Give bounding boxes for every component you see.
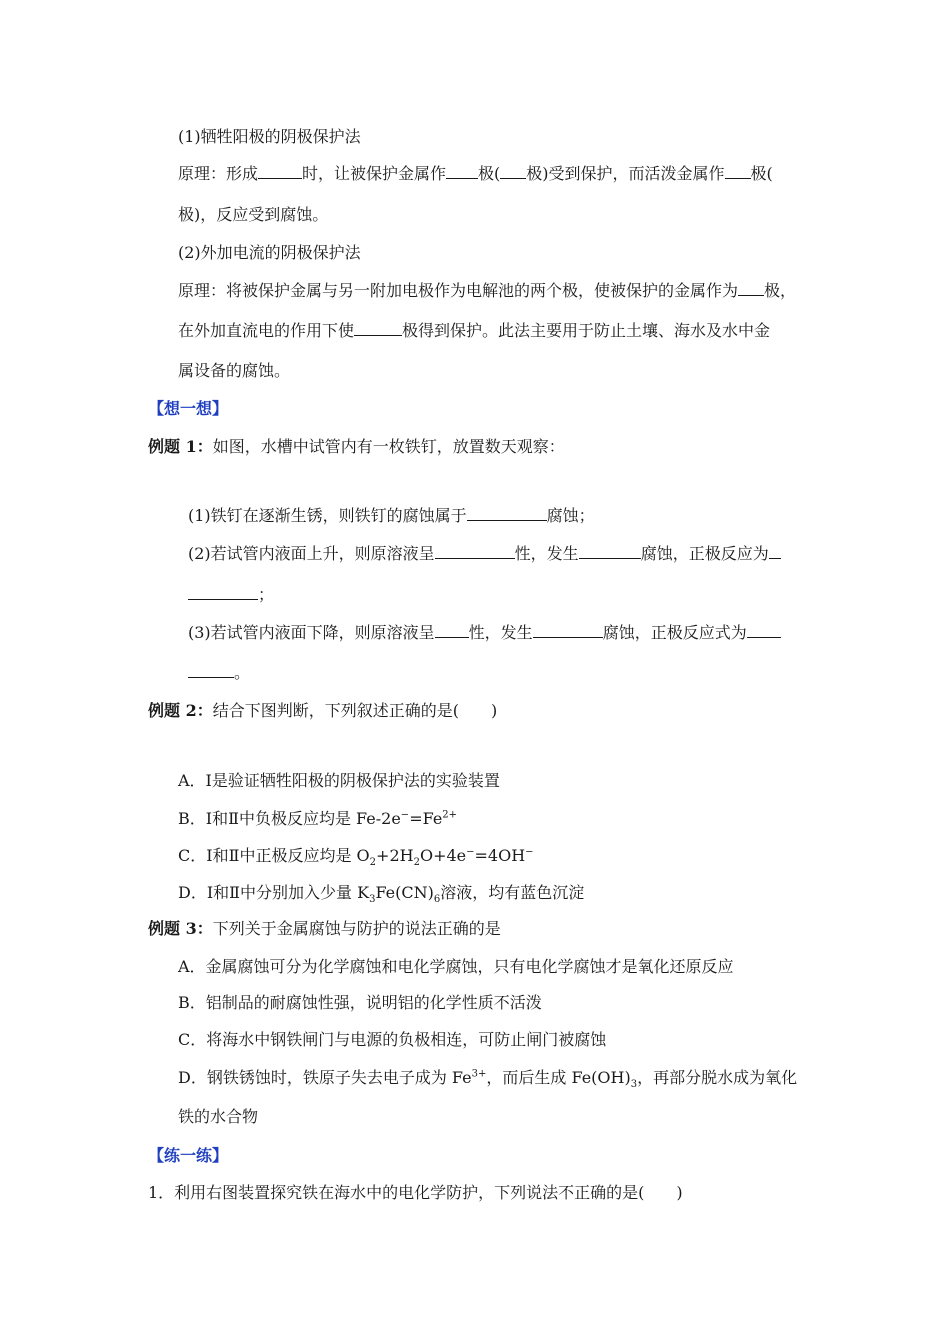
text: (3)若试管内液面下降，则原溶液呈 xyxy=(188,623,435,642)
ex3-option-a: A．金属腐蚀可分为化学腐蚀和电化学腐蚀，只有电化学腐蚀才是氧化还原反应 xyxy=(178,957,734,976)
ex2-option-c xyxy=(178,845,534,867)
blank xyxy=(725,164,751,179)
principle-1-line xyxy=(178,163,773,185)
blank xyxy=(579,544,641,559)
text: ，再部分脱水成为氧化 xyxy=(637,1068,798,1087)
ex1-q2 xyxy=(188,543,781,565)
ex1-q1 xyxy=(188,505,595,527)
text: +2H xyxy=(376,846,414,865)
sub: 2 xyxy=(369,857,377,869)
ex2-option-a: A．Ⅰ是验证牺牲阳极的阴极保护法的实验装置 xyxy=(178,771,500,790)
text: 性，发生 xyxy=(468,623,533,642)
text: 时，让被保护金属作 xyxy=(302,164,447,183)
sub: 6 xyxy=(433,894,441,906)
text: 原理：将被保护金属与另一附加电极作为电解池的两个极，使被保护的金属作为 xyxy=(178,281,739,300)
blank xyxy=(188,663,234,678)
principle-1-cont: 极)，反应受到腐蚀。 xyxy=(178,205,329,224)
ex2-option-d xyxy=(178,882,584,904)
ex3-option-c: C．将海水中钢铁闸门与电源的负极相连，可防止闸门被腐蚀 xyxy=(178,1030,607,1049)
blank xyxy=(747,623,781,638)
practice-tag: 【练一练】 xyxy=(148,1146,229,1165)
principle-2-line xyxy=(178,280,796,302)
text: 原理：形成 xyxy=(178,164,259,183)
example-label: 例题 1： xyxy=(148,437,213,456)
text: 极得到保护。此法主要用于防止土壤、海水及水中金 xyxy=(402,321,771,340)
ex1-q2-cont xyxy=(188,584,274,606)
example-1 xyxy=(148,436,565,458)
text: 腐蚀，正极反应式为 xyxy=(602,623,747,642)
example-text: 下列关于金属腐蚀与防护的说法正确的是 xyxy=(212,919,501,938)
principle-2-line3: 属设备的腐蚀。 xyxy=(178,361,291,380)
blank xyxy=(467,506,547,521)
text: (1)铁钉在逐渐生锈，则铁钉的腐蚀属于 xyxy=(188,506,467,525)
ex2-option-b xyxy=(178,808,457,830)
text: ； xyxy=(258,585,275,604)
blank xyxy=(769,544,781,559)
think-tag: 【想一想】 xyxy=(148,399,229,418)
example-text: 如图，水槽中试管内有一枚铁钉，放置数天观察： xyxy=(212,437,565,456)
ex1-q3-cont xyxy=(188,662,250,684)
text: =4OH xyxy=(474,846,526,865)
blank xyxy=(533,623,603,638)
heading-impressed-current: (2)外加电流的阴极保护法 xyxy=(178,243,361,262)
text: 腐蚀； xyxy=(546,506,595,525)
sub: 3 xyxy=(630,1079,638,1091)
blank xyxy=(188,585,258,600)
text: D．钢铁锈蚀时，铁原子失去电子成为 Fe xyxy=(178,1068,472,1087)
text: (2)若试管内液面上升，则原溶液呈 xyxy=(188,544,435,563)
blank xyxy=(258,164,302,179)
sup: − xyxy=(525,846,534,858)
blank xyxy=(435,623,469,638)
text: 溶液，均有蓝色沉淀 xyxy=(440,883,585,902)
example-3 xyxy=(148,918,501,940)
text: =Fe xyxy=(409,809,443,828)
text: 在外加直流电的作用下使 xyxy=(178,321,355,340)
practice-q1: 1．利用右图装置探究铁在海水中的电化学防护，下列说法不正确的是( ) xyxy=(148,1183,683,1202)
text: D．Ⅰ和Ⅱ中分别加入少量 K xyxy=(178,883,370,902)
blank xyxy=(435,544,515,559)
sub: 2 xyxy=(413,857,420,869)
text: 极)受到保护，而活泼金属作 xyxy=(526,164,725,183)
blank xyxy=(500,164,526,179)
text: ，而后生成 Fe(OH) xyxy=(486,1068,631,1087)
ex1-q3 xyxy=(188,622,781,644)
example-text: 结合下图判断，下列叙述正确的是( ) xyxy=(212,701,498,720)
sup: 3+ xyxy=(471,1068,487,1080)
sub: 3 xyxy=(369,894,376,906)
blank xyxy=(354,321,402,336)
example-label: 例题 3： xyxy=(148,919,213,938)
text: 腐蚀，正极反应为 xyxy=(640,544,769,563)
ex3-option-d-cont: 铁的水合物 xyxy=(178,1107,259,1126)
text: C．Ⅰ和Ⅱ中正极反应均是 O xyxy=(178,846,370,865)
blank xyxy=(738,281,764,296)
principle-2-line2 xyxy=(178,320,770,342)
sup: − xyxy=(400,809,410,821)
text: 性，发生 xyxy=(514,544,579,563)
example-label: 例题 2： xyxy=(148,701,213,720)
blank xyxy=(446,164,478,179)
text: B．Ⅰ和Ⅱ中负极反应均是 Fe-2e xyxy=(178,809,401,828)
text: 极( xyxy=(478,164,501,183)
example-2 xyxy=(148,700,497,722)
sup: − xyxy=(466,846,475,858)
sup: 2+ xyxy=(442,809,458,821)
text: O+4e xyxy=(419,846,467,865)
text: 。 xyxy=(234,663,251,682)
ex3-option-d xyxy=(178,1067,797,1089)
text: Fe(CN) xyxy=(375,883,434,902)
heading-sacrificial-anode: (1)牺牲阳极的阴极保护法 xyxy=(178,127,361,146)
text: 极( xyxy=(750,164,773,183)
text: 极， xyxy=(764,281,797,300)
ex3-option-b: B．铝制品的耐腐蚀性强，说明铝的化学性质不活泼 xyxy=(178,993,542,1012)
